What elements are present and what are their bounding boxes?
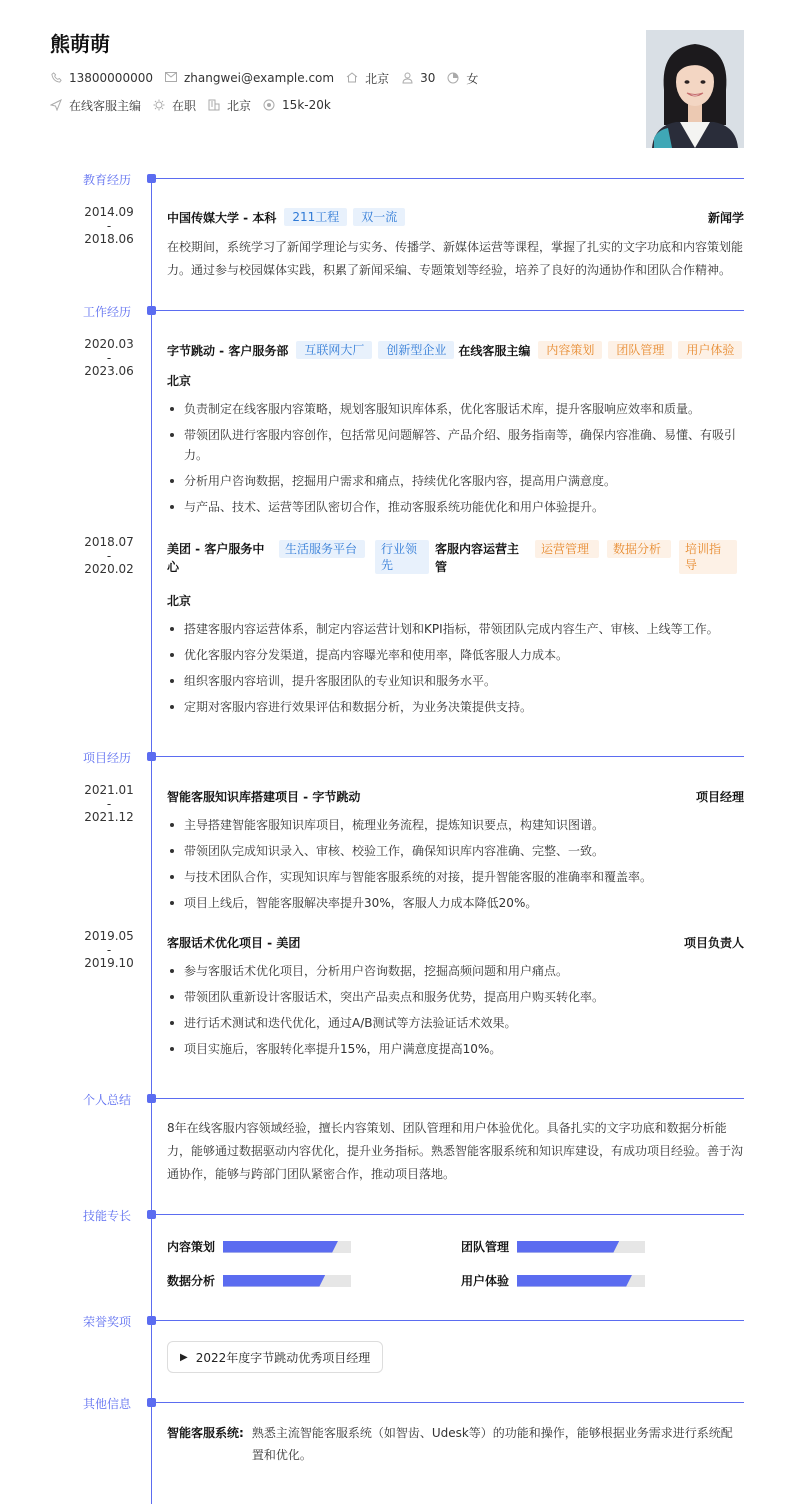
summary-text: 8年在线客服内容领域经验，擅长内容策划、团队管理和用户体验优化。具备扎实的文字功底和数据分析能力，能够通过数据驱动内容优化，提升业务指标。熟悉智能客服系统和知识库建设，有成功项目经验。善于沟通协作，能够与跨部门团队紧密合作，推动项目落地。: [167, 1121, 744, 1181]
skill-bar-fill: [223, 1241, 338, 1253]
company-tag: 互联网大厂: [296, 341, 372, 359]
status-icon: [153, 99, 165, 111]
skill-name: 团队管理: [461, 1240, 510, 1254]
home-icon: [346, 72, 358, 84]
work-bullets: [167, 399, 744, 523]
project-title: 客服话术优化项目 - 美团: [167, 936, 301, 950]
section-dot: [147, 752, 156, 761]
send-icon: [50, 99, 62, 111]
project-date: 2019.05 - 2019.10: [84, 929, 134, 970]
list-item: 与技术团队合作，实现知识库与智能客服系统的对接，提升智能客服的准确率和覆盖率。: [167, 867, 744, 887]
phone-icon: [50, 72, 62, 84]
section-title-summary: 个人总结: [83, 1093, 132, 1107]
gender-item: [447, 70, 478, 87]
major: 新闻学: [707, 210, 744, 225]
position-item: [50, 97, 141, 114]
city-text: 北京: [365, 71, 390, 86]
skill-name: 数据分析: [167, 1274, 216, 1288]
salary-item: [263, 98, 331, 112]
other-info-item: [167, 1422, 744, 1466]
section-title-skills: 技能专长: [83, 1209, 132, 1223]
work-location: 北京: [167, 374, 192, 388]
award-item[interactable]: [167, 1341, 383, 1373]
list-item: 负责制定在线客服内容策略，规划客服知识库体系，优化客服话术库，提升客服响应效率和质量。: [167, 399, 744, 419]
phone-item: [50, 71, 153, 85]
phone-text[interactable]: 13800000000: [69, 71, 153, 85]
candidate-name: 熊萌萌: [50, 32, 110, 56]
skill-tag: 数据分析: [607, 540, 671, 558]
triangle-right-icon: ▶: [180, 1351, 188, 1363]
project-bullets: [167, 815, 744, 919]
section-divider: [156, 1402, 744, 1403]
project-date: 2021.01 - 2021.12: [84, 783, 134, 824]
email-text[interactable]: zhangwei@example.com: [183, 71, 335, 85]
age-text: 30: [420, 71, 436, 85]
list-item: 优化客服内容分发渠道，提高内容曝光率和使用率，降低客服人力成本。: [167, 645, 744, 665]
section-divider: [156, 310, 744, 311]
salary-text: 15k-20k: [282, 98, 331, 112]
skill-tag: 用户体验: [678, 341, 742, 359]
gender-text: 女: [466, 71, 479, 86]
email-item: [165, 71, 334, 85]
school-name: 中国传媒大学 - 本科: [167, 210, 277, 225]
school-tag: 双一流: [353, 208, 405, 226]
other-info-value: 熟悉主流智能客服系统（如智齿、Udesk等）的功能和操作，能够根据业务需求进行系统配置和优化。: [251, 1426, 733, 1462]
section-dot: [147, 1316, 156, 1325]
avatar: [646, 30, 744, 148]
job-title: 客服内容运营主管: [435, 542, 520, 574]
list-item: 组织客服内容培训，提升客服团队的专业知识和服务水平。: [167, 671, 744, 691]
work-header: [167, 341, 744, 359]
section-title-other: 其他信息: [83, 1397, 132, 1411]
company-tag: 生活服务平台: [279, 540, 365, 558]
skill-name: 用户体验: [461, 1274, 510, 1288]
section-divider: [156, 1320, 744, 1321]
skill-tag: 运营管理: [535, 540, 599, 558]
school-tag: 211工程: [284, 208, 347, 226]
project-role: 项目经理: [695, 790, 744, 804]
work-date: 2018.07 - 2020.02: [84, 535, 134, 576]
company-name: 美团 - 客户服务中心: [167, 542, 265, 574]
target-city-text: 北京: [227, 98, 252, 113]
education-date: 2014.09 - 2018.06: [84, 205, 134, 246]
list-item: 定期对客服内容进行效果评估和数据分析，为业务决策提供支持。: [167, 697, 744, 717]
skill-name: 内容策划: [167, 1240, 216, 1254]
skill-bar: [223, 1241, 351, 1253]
education-header: [167, 208, 744, 226]
skill-tag: 内容策划: [538, 341, 602, 359]
section-dot: [147, 1094, 156, 1103]
skill-bar: [517, 1241, 645, 1253]
company-tag: 创新型企业: [378, 341, 454, 359]
contact-row: [50, 68, 490, 88]
work-location: 北京: [167, 594, 192, 608]
section-divider: [156, 756, 744, 757]
award-title: 2022年度字节跳动优秀项目经理: [195, 1350, 371, 1365]
salary-icon: [263, 99, 275, 111]
list-item: 带领团队重新设计客服话术，突出产品卖点和服务优势，提高用户购买转化率。: [167, 987, 744, 1007]
position-text: 在线客服主编: [69, 98, 142, 113]
list-item: 主导搭建智能客服知识库项目，梳理业务流程，提炼知识要点，构建知识图谱。: [167, 815, 744, 835]
section-title-projects: 项目经历: [83, 751, 132, 765]
skill-item: [167, 1272, 351, 1289]
status-text: 在职: [172, 98, 197, 113]
skill-item: [461, 1272, 645, 1289]
skill-tag: 团队管理: [608, 341, 672, 359]
job-intention-row: [50, 95, 343, 115]
skill-tag: 培训指导: [679, 540, 737, 574]
building-icon: [208, 99, 220, 111]
list-item: 与产品、技术、运营等团队密切合作，推动客服系统功能优化和用户体验提升。: [167, 497, 744, 517]
section-title-education: 教育经历: [83, 173, 132, 187]
company-tag: 行业领先: [375, 540, 429, 574]
skill-item: [167, 1238, 351, 1255]
list-item: 进行话术测试和迭代优化，通过A/B测试等方法验证话术效果。: [167, 1013, 744, 1033]
other-info-key: 智能客服系统:: [167, 1426, 244, 1440]
gender-icon: [447, 72, 459, 84]
company-name: 字节跳动 - 客户服务部: [167, 343, 289, 358]
list-item: 搭建客服内容运营体系，制定内容运营计划和KPI指标，带领团队完成内容生产、审核、上线等工作。: [167, 619, 744, 639]
user-icon: [401, 72, 413, 84]
section-dot: [147, 306, 156, 315]
skill-bar: [517, 1275, 645, 1287]
list-item: 项目实施后，客服转化率提升15%，用户满意度提高10%。: [167, 1039, 744, 1059]
list-item: 分析用户咨询数据，挖掘用户需求和痛点，持续优化客服内容，提高用户满意度。: [167, 471, 744, 491]
work-date: 2020.03 - 2023.06: [84, 337, 134, 378]
section-divider: [156, 1098, 744, 1099]
section-title-honors: 荣誉奖项: [83, 1315, 132, 1329]
skill-item: [461, 1238, 645, 1255]
list-item: 带领团队进行客服内容创作，包括常见问题解答、产品介绍、服务指南等，确保内容准确、易懂、有吸引力。: [167, 425, 744, 465]
education-description: 在校期间，系统学习了新闻学理论与实务、传播学、新媒体运营等课程，掌握了扎实的文字功底和内容策划能力。通过参与校园媒体实践，积累了新闻采编、专题策划等经验，培养了良好的沟通协作和团队合作精神。: [167, 240, 744, 277]
skill-bar-fill: [517, 1241, 619, 1253]
skill-bar-fill: [517, 1275, 632, 1287]
skill-bar-fill: [223, 1275, 325, 1287]
age-item: [401, 71, 435, 85]
mail-icon: [165, 72, 177, 84]
list-item: 项目上线后，智能客服解决率提升30%，客服人力成本降低20%。: [167, 893, 744, 913]
project-header: [167, 934, 744, 951]
section-dot: [147, 1398, 156, 1407]
project-bullets: [167, 961, 744, 1065]
project-title: 智能客服知识库搭建项目 - 字节跳动: [167, 790, 361, 804]
project-header: [167, 788, 744, 805]
work-header: [167, 540, 744, 576]
city-item: [346, 70, 389, 87]
section-divider: [156, 1214, 744, 1215]
list-item: 带领团队完成知识录入、审核、校验工作，确保知识库内容准确、完整、一致。: [167, 841, 744, 861]
section-divider: [156, 178, 744, 179]
skill-bar: [223, 1275, 351, 1287]
status-item: [153, 97, 196, 114]
section-dot: [147, 1210, 156, 1219]
job-title: 在线客服主编: [458, 343, 531, 358]
work-bullets: [167, 619, 744, 723]
timeline-line: [151, 180, 152, 1504]
project-role: 项目负责人: [683, 936, 744, 950]
list-item: 参与客服话术优化项目，分析用户咨询数据，挖掘高频问题和用户痛点。: [167, 961, 744, 981]
section-title-work: 工作经历: [83, 305, 132, 319]
target-city-item: [208, 97, 251, 114]
section-dot: [147, 174, 156, 183]
